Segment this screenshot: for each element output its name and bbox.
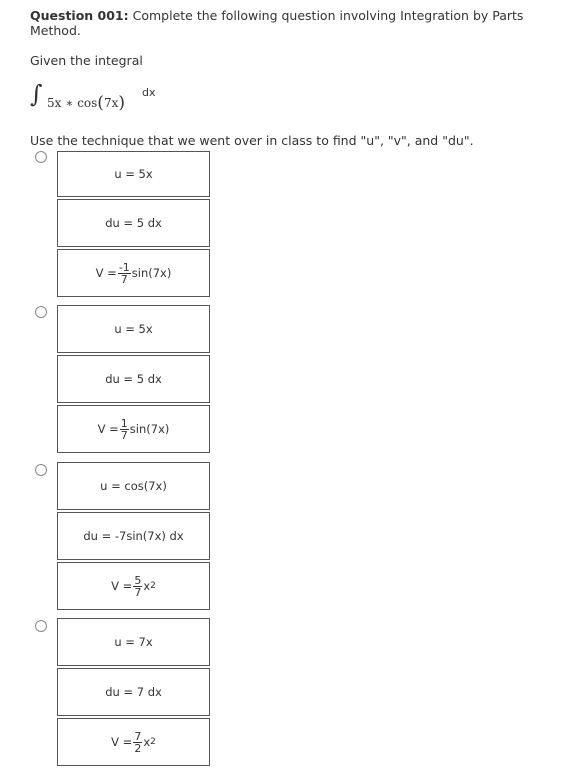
option-1-v-prefix: V = <box>95 266 117 280</box>
option-4-v-prefix: V = <box>111 735 133 749</box>
option-4-v-denominator: 2 <box>134 741 142 755</box>
option-3-u: u = cos(7x) <box>57 462 210 510</box>
integral-sign: ∫ <box>30 80 43 108</box>
integrand-arg: 7x <box>103 96 119 110</box>
question-title <box>30 8 567 38</box>
option-4-du: du = 7 dx <box>57 668 210 716</box>
option-2-radio[interactable] <box>35 306 47 318</box>
option-3-v-fraction <box>133 575 142 598</box>
option-1-radio[interactable] <box>35 151 47 163</box>
option-3-v-numerator: 5 <box>134 573 142 587</box>
question-label: Question 001: <box>30 8 129 23</box>
option-4-u: u = 7x <box>57 618 210 666</box>
option-3-radio[interactable] <box>35 464 47 476</box>
option-3-v <box>57 562 210 610</box>
option-3-v-prefix: V = <box>111 579 133 593</box>
option-1-v <box>57 249 210 297</box>
option-3-v-exponent: 2 <box>150 581 156 591</box>
option-2-v-denominator: 7 <box>120 428 128 442</box>
option-3-du: du = -7sin(7x) dx <box>57 512 210 560</box>
paren-close: ) <box>118 93 125 113</box>
option-2-v-fraction <box>120 418 129 441</box>
option-1-du: du = 5 dx <box>57 199 210 247</box>
option-2-u: u = 5x <box>57 305 210 353</box>
option-2-v-numerator: 1 <box>120 416 128 430</box>
option-1-v-numerator: -1 <box>118 260 130 274</box>
option-4-v-tail: x <box>143 735 151 749</box>
option-4-radio[interactable] <box>35 620 47 632</box>
given-text: Given the integral <box>30 53 143 68</box>
option-3-v-tail: x <box>143 579 151 593</box>
paren-open: ( <box>97 93 104 113</box>
integrand <box>47 92 125 112</box>
option-1-v-fraction <box>118 262 131 285</box>
option-2-v-prefix: V = <box>97 422 119 436</box>
option-4-v <box>57 718 210 766</box>
integral-dx: dx <box>142 86 156 99</box>
option-1-v-denominator: 7 <box>120 272 128 286</box>
option-4-v-fraction <box>133 731 142 754</box>
option-1-u: u = 5x <box>57 151 210 197</box>
instruction-text: Use the technique that we went over in class to find "u", "v", and "du". <box>30 133 474 148</box>
option-4-v-numerator: 7 <box>134 729 142 743</box>
option-2-du: du = 5 dx <box>57 355 210 403</box>
option-2-v <box>57 405 210 453</box>
option-4-v-exponent: 2 <box>150 737 156 747</box>
integrand-left: 5x ∗ cos <box>47 96 98 110</box>
option-1-v-tail: sin(7x) <box>131 266 172 280</box>
option-2-v-tail: sin(7x) <box>129 422 170 436</box>
question-text: Complete the following question involving Integration by Parts Method. <box>30 8 524 38</box>
option-3-v-denominator: 7 <box>134 585 142 599</box>
